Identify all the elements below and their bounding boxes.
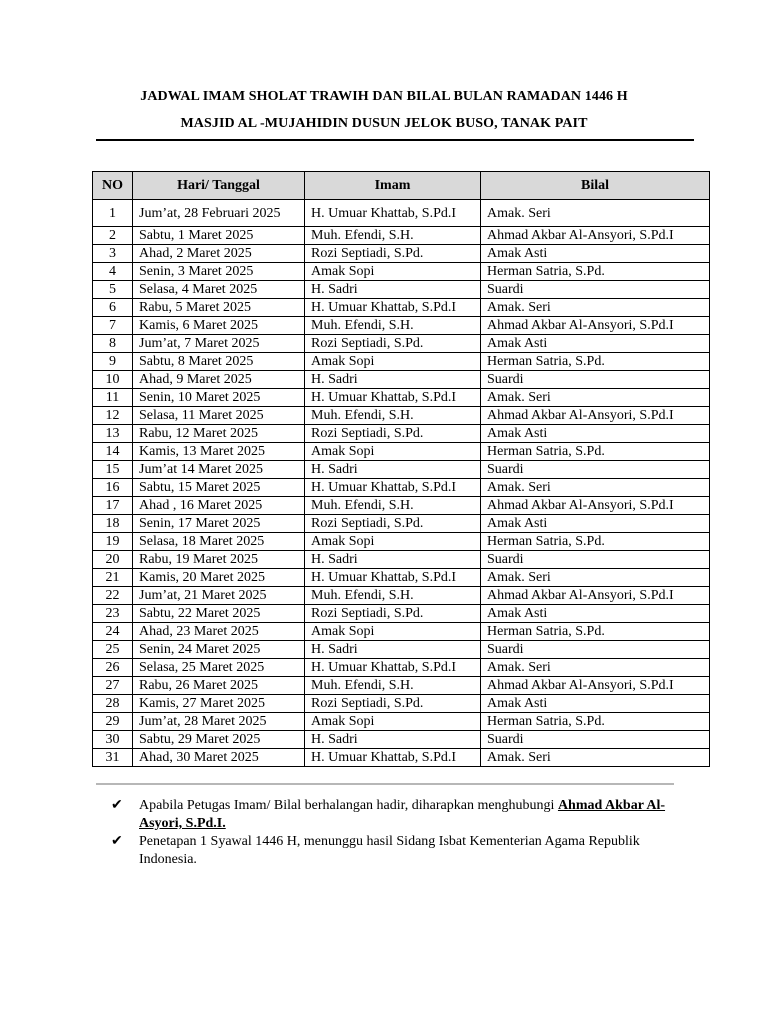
row-number: 30 — [93, 731, 133, 749]
row-imam: H. Umuar Khattab, S.Pd.I — [305, 749, 481, 767]
row-date: Sabtu, 8 Maret 2025 — [133, 353, 305, 371]
row-date: Selasa, 4 Maret 2025 — [133, 281, 305, 299]
row-date: Sabtu, 29 Maret 2025 — [133, 731, 305, 749]
document-title: JADWAL IMAM SHOLAT TRAWIH DAN BILAL BULAN RAMADAN 1446 H — [140, 89, 628, 104]
table-header-row — [93, 172, 710, 200]
row-imam: H. Sadri — [305, 551, 481, 569]
row-bilal: Amak. Seri — [481, 479, 710, 497]
row-bilal: Herman Satria, S.Pd. — [481, 623, 710, 641]
row-number: 3 — [93, 245, 133, 263]
row-number: 4 — [93, 263, 133, 281]
row-bilal: Amak Asti — [481, 245, 710, 263]
row-number: 22 — [93, 587, 133, 605]
title-divider — [96, 139, 694, 141]
row-imam: Muh. Efendi, S.H. — [305, 497, 481, 515]
check-mark-icon: ✔︎ — [111, 798, 123, 813]
row-number: 10 — [93, 371, 133, 389]
header-no: NO — [93, 172, 133, 200]
row-date: Ahad, 30 Maret 2025 — [133, 749, 305, 767]
row-imam: H. Umuar Khattab, S.Pd.I — [305, 479, 481, 497]
row-number: 11 — [93, 389, 133, 407]
row-date: Senin, 3 Maret 2025 — [133, 263, 305, 281]
row-number: 18 — [93, 515, 133, 533]
row-imam: H. Umuar Khattab, S.Pd.I — [305, 299, 481, 317]
row-number: 25 — [93, 641, 133, 659]
table-row — [93, 299, 710, 317]
row-bilal: Ahmad Akbar Al-Ansyori, S.Pd.I — [481, 677, 710, 695]
row-imam: Rozi Septiadi, S.Pd. — [305, 245, 481, 263]
row-date: Sabtu, 15 Maret 2025 — [133, 479, 305, 497]
table-row — [93, 281, 710, 299]
row-bilal: Suardi — [481, 641, 710, 659]
table-row — [93, 713, 710, 731]
row-date: Rabu, 19 Maret 2025 — [133, 551, 305, 569]
row-number: 19 — [93, 533, 133, 551]
row-number: 12 — [93, 407, 133, 425]
row-imam: H. Umuar Khattab, S.Pd.I — [305, 659, 481, 677]
row-bilal: Ahmad Akbar Al-Ansyori, S.Pd.I — [481, 497, 710, 515]
row-date: Jum’at, 28 Maret 2025 — [133, 713, 305, 731]
note-text: Apabila Petugas Imam/ Bilal berhalangan hadir, diharapkan menghubungi — [139, 798, 558, 813]
table-row — [93, 515, 710, 533]
row-date: Sabtu, 22 Maret 2025 — [133, 605, 305, 623]
table-row — [93, 731, 710, 749]
row-date: Senin, 24 Maret 2025 — [133, 641, 305, 659]
row-imam: Amak Sopi — [305, 623, 481, 641]
row-bilal: Amak Asti — [481, 605, 710, 623]
row-date: Ahad , 16 Maret 2025 — [133, 497, 305, 515]
header-imam: Imam — [305, 172, 481, 200]
row-bilal: Amak. Seri — [481, 389, 710, 407]
table-row — [93, 389, 710, 407]
row-date: Ahad, 23 Maret 2025 — [133, 623, 305, 641]
row-bilal: Herman Satria, S.Pd. — [481, 353, 710, 371]
table-row — [93, 677, 710, 695]
table-row — [93, 659, 710, 677]
row-imam: H. Sadri — [305, 731, 481, 749]
row-date: Ahad, 9 Maret 2025 — [133, 371, 305, 389]
table-row — [93, 587, 710, 605]
row-date: Kamis, 20 Maret 2025 — [133, 569, 305, 587]
row-imam: H. Umuar Khattab, S.Pd.I — [305, 389, 481, 407]
row-imam: Rozi Septiadi, S.Pd. — [305, 335, 481, 353]
row-number: 20 — [93, 551, 133, 569]
row-number: 8 — [93, 335, 133, 353]
table-row — [93, 605, 710, 623]
row-number: 14 — [93, 443, 133, 461]
row-bilal: Ahmad Akbar Al-Ansyori, S.Pd.I — [481, 587, 710, 605]
row-date: Selasa, 18 Maret 2025 — [133, 533, 305, 551]
table-row — [93, 263, 710, 281]
table-body — [93, 200, 710, 767]
row-number: 2 — [93, 227, 133, 245]
row-date: Rabu, 12 Maret 2025 — [133, 425, 305, 443]
document-subtitle: MASJID AL -MUJAHIDIN DUSUN JELOK BUSO, TANAK PAIT — [180, 116, 588, 131]
row-bilal: Herman Satria, S.Pd. — [481, 533, 710, 551]
row-imam: Rozi Septiadi, S.Pd. — [305, 695, 481, 713]
row-number: 1 — [93, 200, 133, 227]
row-bilal: Ahmad Akbar Al-Ansyori, S.Pd.I — [481, 407, 710, 425]
row-imam: Amak Sopi — [305, 713, 481, 731]
row-imam: Amak Sopi — [305, 263, 481, 281]
row-bilal: Amak. Seri — [481, 749, 710, 767]
table-row — [93, 317, 710, 335]
row-date: Jum’at, 7 Maret 2025 — [133, 335, 305, 353]
row-number: 24 — [93, 623, 133, 641]
row-number: 6 — [93, 299, 133, 317]
row-imam: H. Umuar Khattab, S.Pd.I — [305, 200, 481, 227]
row-number: 26 — [93, 659, 133, 677]
table-row — [93, 497, 710, 515]
table-row — [93, 623, 710, 641]
row-number: 9 — [93, 353, 133, 371]
row-bilal: Ahmad Akbar Al-Ansyori, S.Pd.I — [481, 227, 710, 245]
row-imam: Muh. Efendi, S.H. — [305, 317, 481, 335]
row-date: Ahad, 2 Maret 2025 — [133, 245, 305, 263]
row-imam: Rozi Septiadi, S.Pd. — [305, 515, 481, 533]
row-number: 17 — [93, 497, 133, 515]
row-imam: Amak Sopi — [305, 443, 481, 461]
table-row — [93, 461, 710, 479]
note-item — [111, 833, 671, 869]
table-row — [93, 335, 710, 353]
row-bilal: Amak. Seri — [481, 569, 710, 587]
row-number: 28 — [93, 695, 133, 713]
row-date: Senin, 10 Maret 2025 — [133, 389, 305, 407]
row-bilal: Herman Satria, S.Pd. — [481, 713, 710, 731]
contact-name: Ahmad Akbar Al-Asyori, S.Pd.I. — [139, 798, 666, 831]
row-imam: Rozi Septiadi, S.Pd. — [305, 605, 481, 623]
row-bilal: Amak. Seri — [481, 200, 710, 227]
table-row — [93, 245, 710, 263]
row-bilal: Amak Asti — [481, 335, 710, 353]
row-bilal: Amak. Seri — [481, 659, 710, 677]
row-date: Sabtu, 1 Maret 2025 — [133, 227, 305, 245]
row-number: 16 — [93, 479, 133, 497]
row-imam: Muh. Efendi, S.H. — [305, 227, 481, 245]
table-row — [93, 569, 710, 587]
table-row — [93, 749, 710, 767]
schedule-table — [92, 171, 710, 767]
row-date: Selasa, 25 Maret 2025 — [133, 659, 305, 677]
row-bilal: Amak Asti — [481, 515, 710, 533]
row-date: Jum’at, 28 Februari 2025 — [133, 200, 305, 227]
row-date: Jum’at 14 Maret 2025 — [133, 461, 305, 479]
row-number: 29 — [93, 713, 133, 731]
row-bilal: Herman Satria, S.Pd. — [481, 443, 710, 461]
row-date: Rabu, 5 Maret 2025 — [133, 299, 305, 317]
row-imam: Muh. Efendi, S.H. — [305, 587, 481, 605]
row-bilal: Suardi — [481, 551, 710, 569]
row-number: 31 — [93, 749, 133, 767]
row-number: 7 — [93, 317, 133, 335]
row-bilal: Amak. Seri — [481, 299, 710, 317]
row-date: Senin, 17 Maret 2025 — [133, 515, 305, 533]
row-number: 13 — [93, 425, 133, 443]
row-bilal: Suardi — [481, 371, 710, 389]
notes-list — [111, 797, 671, 869]
row-number: 15 — [93, 461, 133, 479]
table-row — [93, 641, 710, 659]
row-date: Kamis, 6 Maret 2025 — [133, 317, 305, 335]
header-date: Hari/ Tanggal — [133, 172, 305, 200]
row-number: 21 — [93, 569, 133, 587]
row-bilal: Amak Asti — [481, 695, 710, 713]
row-date: Jum’at, 21 Maret 2025 — [133, 587, 305, 605]
table-row — [93, 443, 710, 461]
row-imam: Muh. Efendi, S.H. — [305, 677, 481, 695]
row-number: 23 — [93, 605, 133, 623]
row-bilal: Suardi — [481, 731, 710, 749]
table-row — [93, 353, 710, 371]
table-row — [93, 551, 710, 569]
row-bilal: Ahmad Akbar Al-Ansyori, S.Pd.I — [481, 317, 710, 335]
table-row — [93, 533, 710, 551]
table-row — [93, 227, 710, 245]
row-imam: H. Umuar Khattab, S.Pd.I — [305, 569, 481, 587]
row-number: 27 — [93, 677, 133, 695]
table-row — [93, 371, 710, 389]
table-row — [93, 407, 710, 425]
row-date: Kamis, 13 Maret 2025 — [133, 443, 305, 461]
footer-divider — [96, 783, 674, 785]
row-imam: Amak Sopi — [305, 533, 481, 551]
row-imam: H. Sadri — [305, 281, 481, 299]
row-imam: H. Sadri — [305, 641, 481, 659]
note-item — [111, 797, 671, 833]
row-imam: H. Sadri — [305, 371, 481, 389]
row-bilal: Suardi — [481, 281, 710, 299]
table-row — [93, 479, 710, 497]
row-date: Rabu, 26 Maret 2025 — [133, 677, 305, 695]
row-bilal: Amak Asti — [481, 425, 710, 443]
row-date: Selasa, 11 Maret 2025 — [133, 407, 305, 425]
row-bilal: Herman Satria, S.Pd. — [481, 263, 710, 281]
row-date: Kamis, 27 Maret 2025 — [133, 695, 305, 713]
note-text: Penetapan 1 Syawal 1446 H, menunggu hasil Sidang Isbat Kementerian Agama Republik Indonesia. — [139, 834, 640, 867]
check-mark-icon: ✔︎ — [111, 834, 123, 849]
header-bilal: Bilal — [481, 172, 710, 200]
table-row — [93, 200, 710, 227]
row-imam: Amak Sopi — [305, 353, 481, 371]
row-number: 5 — [93, 281, 133, 299]
row-imam: H. Sadri — [305, 461, 481, 479]
row-bilal: Suardi — [481, 461, 710, 479]
row-imam: Rozi Septiadi, S.Pd. — [305, 425, 481, 443]
table-row — [93, 695, 710, 713]
table-row — [93, 425, 710, 443]
row-imam: Muh. Efendi, S.H. — [305, 407, 481, 425]
